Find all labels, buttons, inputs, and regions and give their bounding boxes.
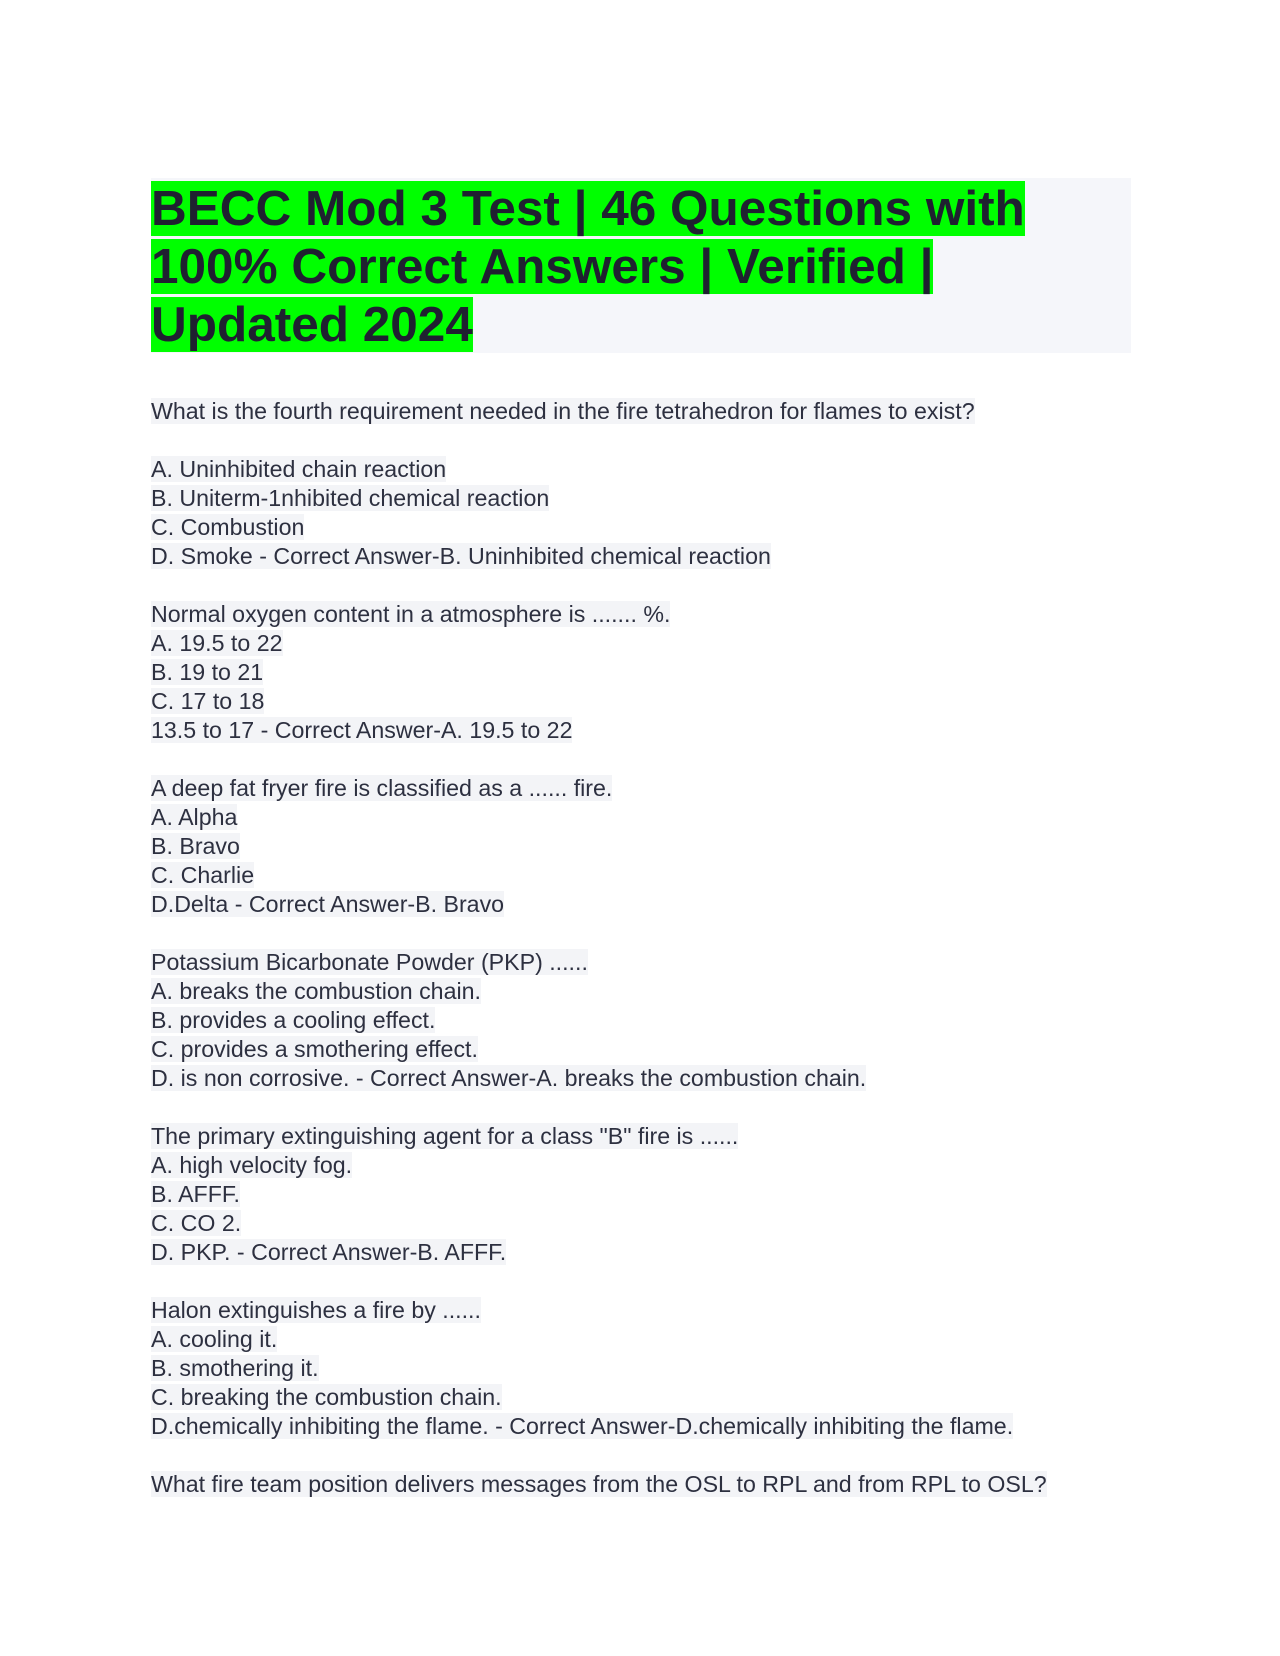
answer-option: B. 19 to 21 <box>151 659 264 685</box>
answer-option: B. AFFF. <box>151 1181 240 1207</box>
answer-option: B. Bravo <box>151 833 240 859</box>
answer-option: A. cooling it. <box>151 1326 278 1352</box>
question-block-7 <box>151 1470 1131 1499</box>
answer-option-with-correct-answer: D. Smoke - Correct Answer-B. Uninhibited chemical reaction <box>151 543 771 569</box>
answer-option: B. smothering it. <box>151 1355 319 1381</box>
answer-option: A. 19.5 to 22 <box>151 630 283 656</box>
question-prompt: Halon extinguishes a fire by ...... <box>151 1297 481 1323</box>
question-block-2 <box>151 600 1131 745</box>
answer-option: A. high velocity fog. <box>151 1152 353 1178</box>
answer-option: A. breaks the combustion chain. <box>151 978 481 1004</box>
question-block-6 <box>151 1296 1131 1441</box>
answer-option: C. CO 2. <box>151 1210 242 1236</box>
answer-option: C. Charlie <box>151 862 255 888</box>
question-block-1 <box>151 397 1131 571</box>
answer-option: C. provides a smothering effect. <box>151 1036 478 1062</box>
question-prompt: Potassium Bicarbonate Powder (PKP) ...... <box>151 949 588 975</box>
answer-option-with-correct-answer: D. is non corrosive. - Correct Answer-A. breaks the combustion chain. <box>151 1065 867 1091</box>
question-prompt: What is the fourth requirement needed in the fire tetrahedron for flames to exist? <box>151 398 975 424</box>
answer-option: A. Uninhibited chain reaction <box>151 456 447 482</box>
answer-option: B. provides a cooling effect. <box>151 1007 436 1033</box>
question-block-5 <box>151 1122 1131 1267</box>
title-block <box>151 178 1131 353</box>
document-title <box>151 178 1131 354</box>
answer-option-with-correct-answer: 13.5 to 17 - Correct Answer-A. 19.5 to 22 <box>151 717 573 743</box>
question-block-3 <box>151 774 1131 919</box>
question-prompt: What fire team position delivers messages from the OSL to RPL and from RPL to OSL? <box>151 1471 1047 1497</box>
document-title-text: BECC Mod 3 Test | 46 Questions with 100% Correct Answers | Verified | Updated 2024 <box>151 181 1025 352</box>
question-prompt: The primary extinguishing agent for a class "B" fire is ...... <box>151 1123 739 1149</box>
answer-option-with-correct-answer: D.chemically inhibiting the flame. - Correct Answer-D.chemically inhibiting the flame. <box>151 1413 1014 1439</box>
answer-option: C. 17 to 18 <box>151 688 265 714</box>
answer-option: C. breaking the combustion chain. <box>151 1384 502 1410</box>
answer-option: A. Alpha <box>151 804 238 830</box>
question-block-4 <box>151 948 1131 1093</box>
question-prompt: A deep fat fryer fire is classified as a ...... fire. <box>151 775 613 801</box>
document-page <box>151 178 1131 1499</box>
answer-option: C. Combustion <box>151 514 305 540</box>
answer-option-with-correct-answer: D. PKP. - Correct Answer-B. AFFF. <box>151 1239 507 1265</box>
question-prompt: Normal oxygen content in a atmosphere is ....... %. <box>151 601 671 627</box>
answer-option: B. Uniterm-1nhibited chemical reaction <box>151 485 550 511</box>
answer-option-with-correct-answer: D.Delta - Correct Answer-B. Bravo <box>151 891 505 917</box>
